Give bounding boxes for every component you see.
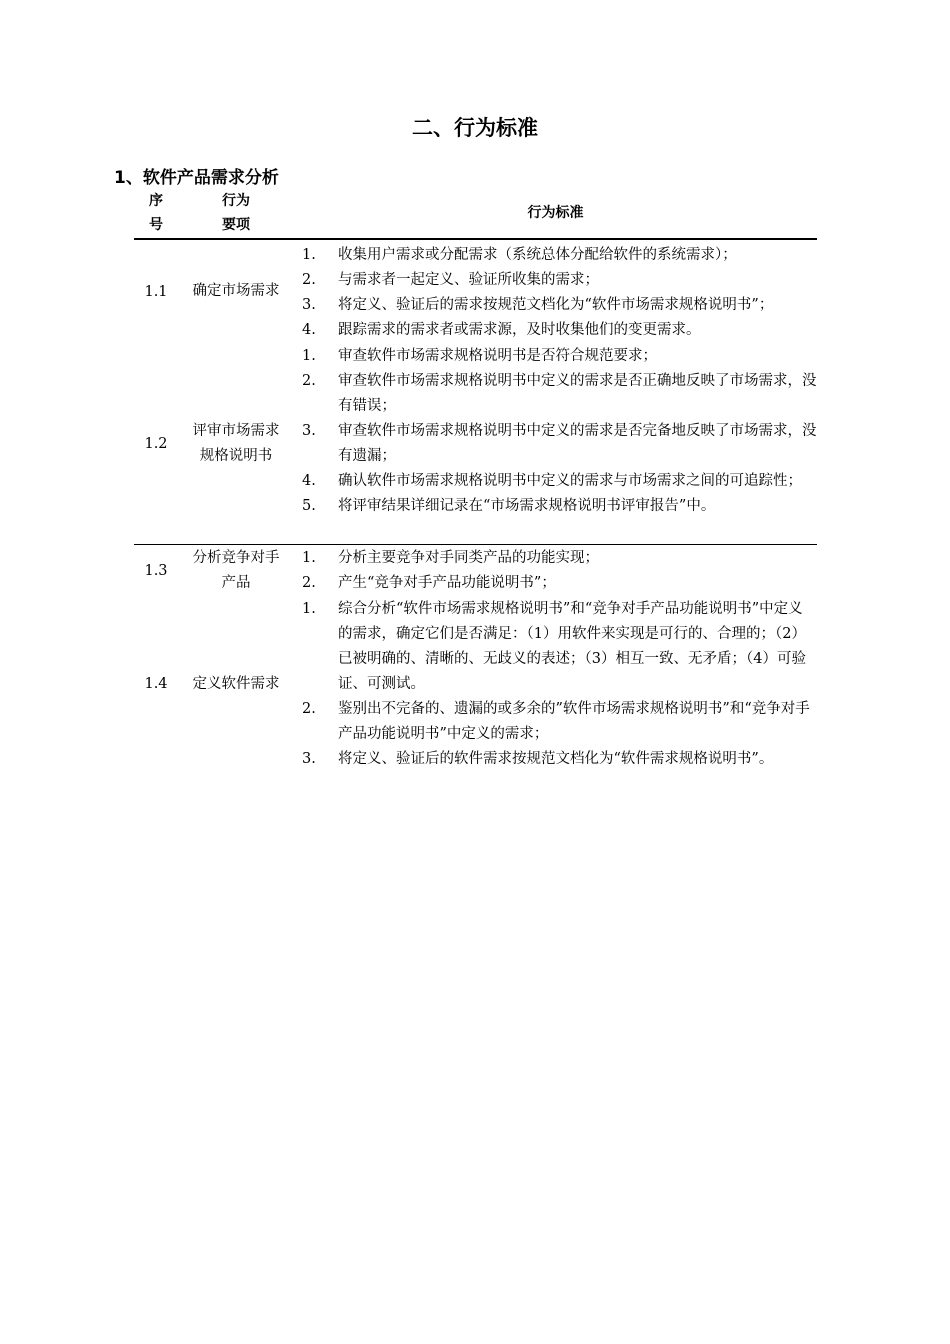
list-item-text: 审查软件市场需求规格说明书中定义的需求是否完备地反映了市场需求，没有遗漏；: [338, 423, 817, 464]
row-item: 评审市场需求规格说明书: [192, 422, 280, 464]
list-item: [294, 546, 817, 571]
list-item-number: 1.: [302, 601, 316, 617]
page-title: 二、行为标准: [412, 116, 538, 140]
row-item: 分析竞争对手产品: [192, 549, 280, 591]
row-seq: 1.2: [144, 435, 168, 452]
list-item: [294, 344, 817, 369]
list-item-number: 1.: [302, 550, 316, 566]
list-item-text: 将定义、验证后的软件需求按规范文档化为“软件需求规格说明书”。: [338, 751, 774, 767]
row-seq: 1.4: [144, 676, 168, 692]
table-row: [134, 596, 817, 772]
list-item-text: 综合分析“软件市场需求规格说明书”和“竞争对手产品功能说明书”中定义的需求，确定它们是否满足：（1）用软件来实现是可行的、合理的；（2）已被明确的、清晰的、无歧义的表述；（3）相互一致、无矛盾；（4）可验证、可测试。: [338, 601, 806, 692]
list-item-text: 审查软件市场需求规格说明书中定义的需求是否正确地反映了市场需求，没有错误；: [338, 373, 817, 414]
table-header: [134, 188, 817, 240]
list-item-text: 审查软件市场需求规格说明书是否符合规范要求；: [338, 348, 657, 364]
list-item: [294, 268, 817, 293]
list-item-number: 3.: [302, 297, 316, 313]
list-item-text: 将评审结果详细记录在“市场需求规格说明书评审报告”中。: [338, 498, 716, 514]
list-item-number: 2.: [302, 701, 316, 717]
list-item-number: 4.: [302, 473, 316, 489]
list-item: [294, 469, 817, 494]
list-item: [294, 419, 817, 469]
list-item: [294, 494, 817, 519]
list-item: [294, 318, 817, 343]
list-item: [294, 243, 817, 268]
table-row: [134, 545, 817, 596]
list-item-number: 2.: [302, 575, 316, 591]
section-heading: 1、软件产品需求分析: [114, 168, 279, 188]
table-row: [134, 240, 817, 343]
row-standards: [294, 343, 817, 544]
list-item-number: 1.: [302, 348, 316, 364]
list-item-number: 4.: [302, 322, 316, 338]
list-item-text: 与需求者一起定义、验证所收集的需求；: [338, 272, 599, 288]
row-standards: [294, 596, 817, 772]
list-item-number: 2.: [302, 373, 316, 389]
row-seq: 1.3: [144, 562, 168, 579]
list-item-number: 3.: [302, 751, 316, 767]
behavior-standards-table: [134, 188, 817, 772]
list-item-text: 跟踪需求的需求者或需求源，及时收集他们的变更需求。: [338, 322, 701, 338]
list-item-text: 收集用户需求或分配需求（系统总体分配给软件的系统需求）；: [338, 247, 737, 263]
list-item-text: 分析主要竞争对手同类产品的功能实现；: [338, 550, 599, 566]
list-item: [294, 747, 817, 772]
row-standards: [294, 545, 817, 596]
list-item: [294, 293, 817, 318]
list-item-text: 鉴别出不完备的、遗漏的或多余的”软件市场需求规格说明书”和“竞争对手产品功能说明书”中定义的需求；: [338, 701, 810, 742]
table-row: [134, 343, 817, 545]
list-item-text: 将定义、验证后的需求按规范文档化为“软件市场需求规格说明书”；: [338, 297, 774, 313]
header-standard: 行为标准: [527, 205, 584, 221]
list-item: [294, 597, 817, 697]
list-item-number: 2.: [302, 272, 316, 288]
list-item: [294, 369, 817, 419]
list-item: [294, 697, 817, 747]
header-seq: 序 号: [149, 193, 163, 233]
list-item-number: 1.: [302, 247, 316, 263]
list-item: [294, 571, 817, 596]
header-item: 行为 要项: [222, 193, 250, 233]
list-item-number: 5.: [302, 498, 316, 514]
list-item-text: 确认软件市场需求规格说明书中定义的需求与市场需求之间的可追踪性；: [338, 473, 802, 489]
row-seq: 1.1: [144, 283, 168, 300]
list-item-text: 产生“竞争对手产品功能说明书”；: [338, 575, 556, 591]
row-item: 定义软件需求: [192, 675, 280, 692]
list-item-number: 3.: [302, 423, 316, 439]
row-item: 确定市场需求: [192, 283, 280, 299]
row-standards: [294, 242, 817, 343]
